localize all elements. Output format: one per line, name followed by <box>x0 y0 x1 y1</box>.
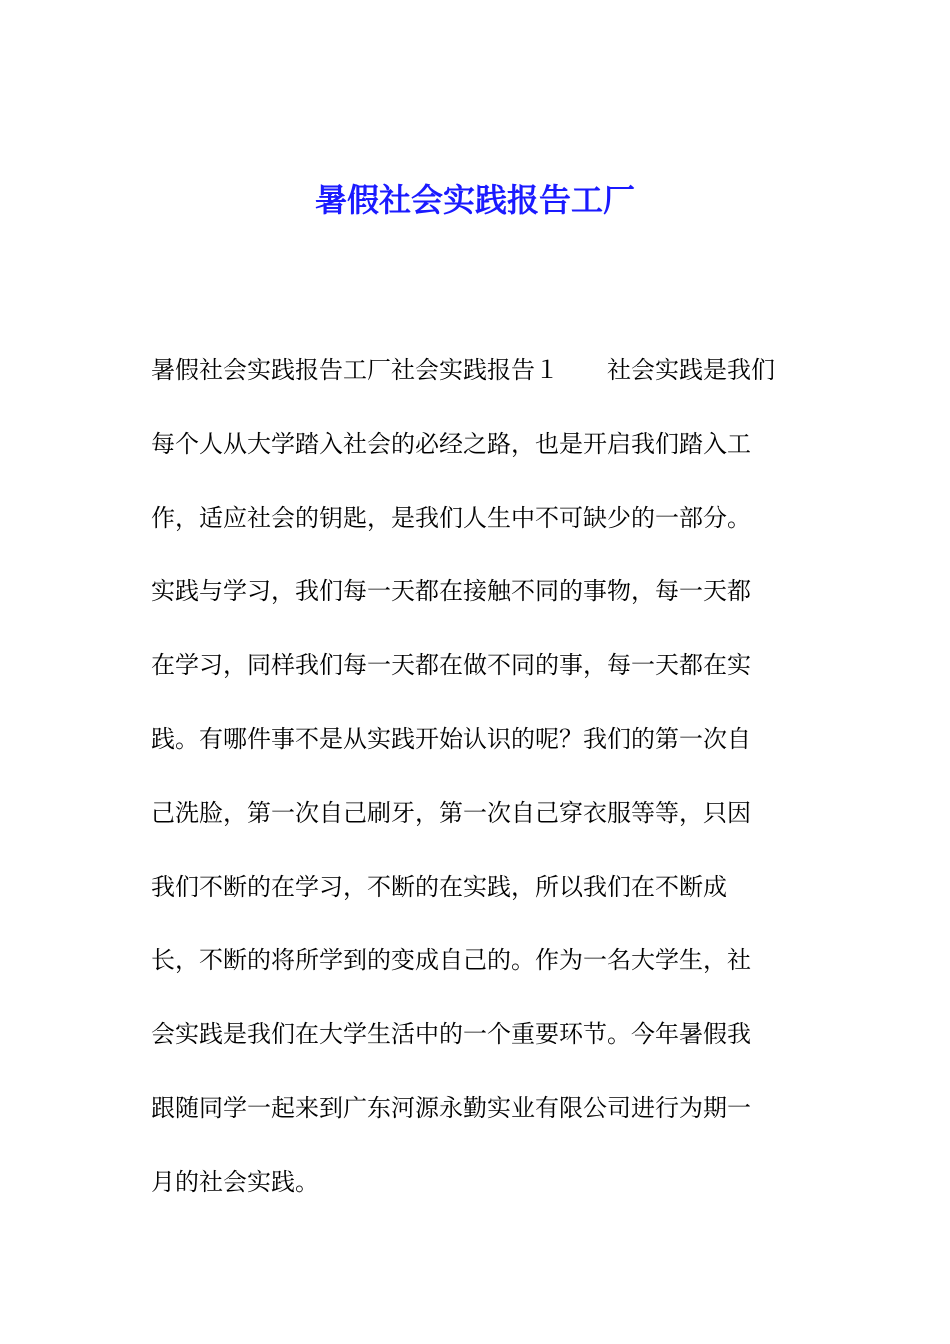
body-line: 会实践是我们在大学生活中的一个重要环节。今年暑假我 <box>151 1020 751 1049</box>
body-line: 暑假社会实践报告工厂社会实践报告１ 社会实践是我们 <box>151 356 775 384</box>
document-title: 暑假社会实践报告工厂 <box>314 181 635 219</box>
body-line: 月的社会实践。 <box>151 1167 319 1196</box>
body-line: 跟随同学一起来到广东河源永勤实业有限公司进行为期一 <box>151 1093 751 1122</box>
body-line: 己洗脸，第一次自己刷牙，第一次自己穿衣服等等，只因 <box>151 798 751 827</box>
document-body <box>151 334 811 1220</box>
body-line: 实践与学习，我们每一天都在接触不同的事物，每一天都 <box>151 577 751 606</box>
body-line: 我们不断的在学习，不断的在实践，所以我们在不断成 <box>151 872 727 901</box>
body-line: 践。有哪件事不是从实践开始认识的呢？我们的第一次自 <box>151 724 751 753</box>
body-line: 每个人从大学踏入社会的必经之路，也是开启我们踏入工 <box>151 429 751 458</box>
body-line: 长，不断的将所学到的变成自己的。作为一名大学生，社 <box>151 946 751 975</box>
body-line: 在学习，同样我们每一天都在做不同的事，每一天都在实 <box>151 651 751 680</box>
body-line: 作，适应社会的钥匙，是我们人生中不可缺少的一部分。 <box>151 503 751 532</box>
